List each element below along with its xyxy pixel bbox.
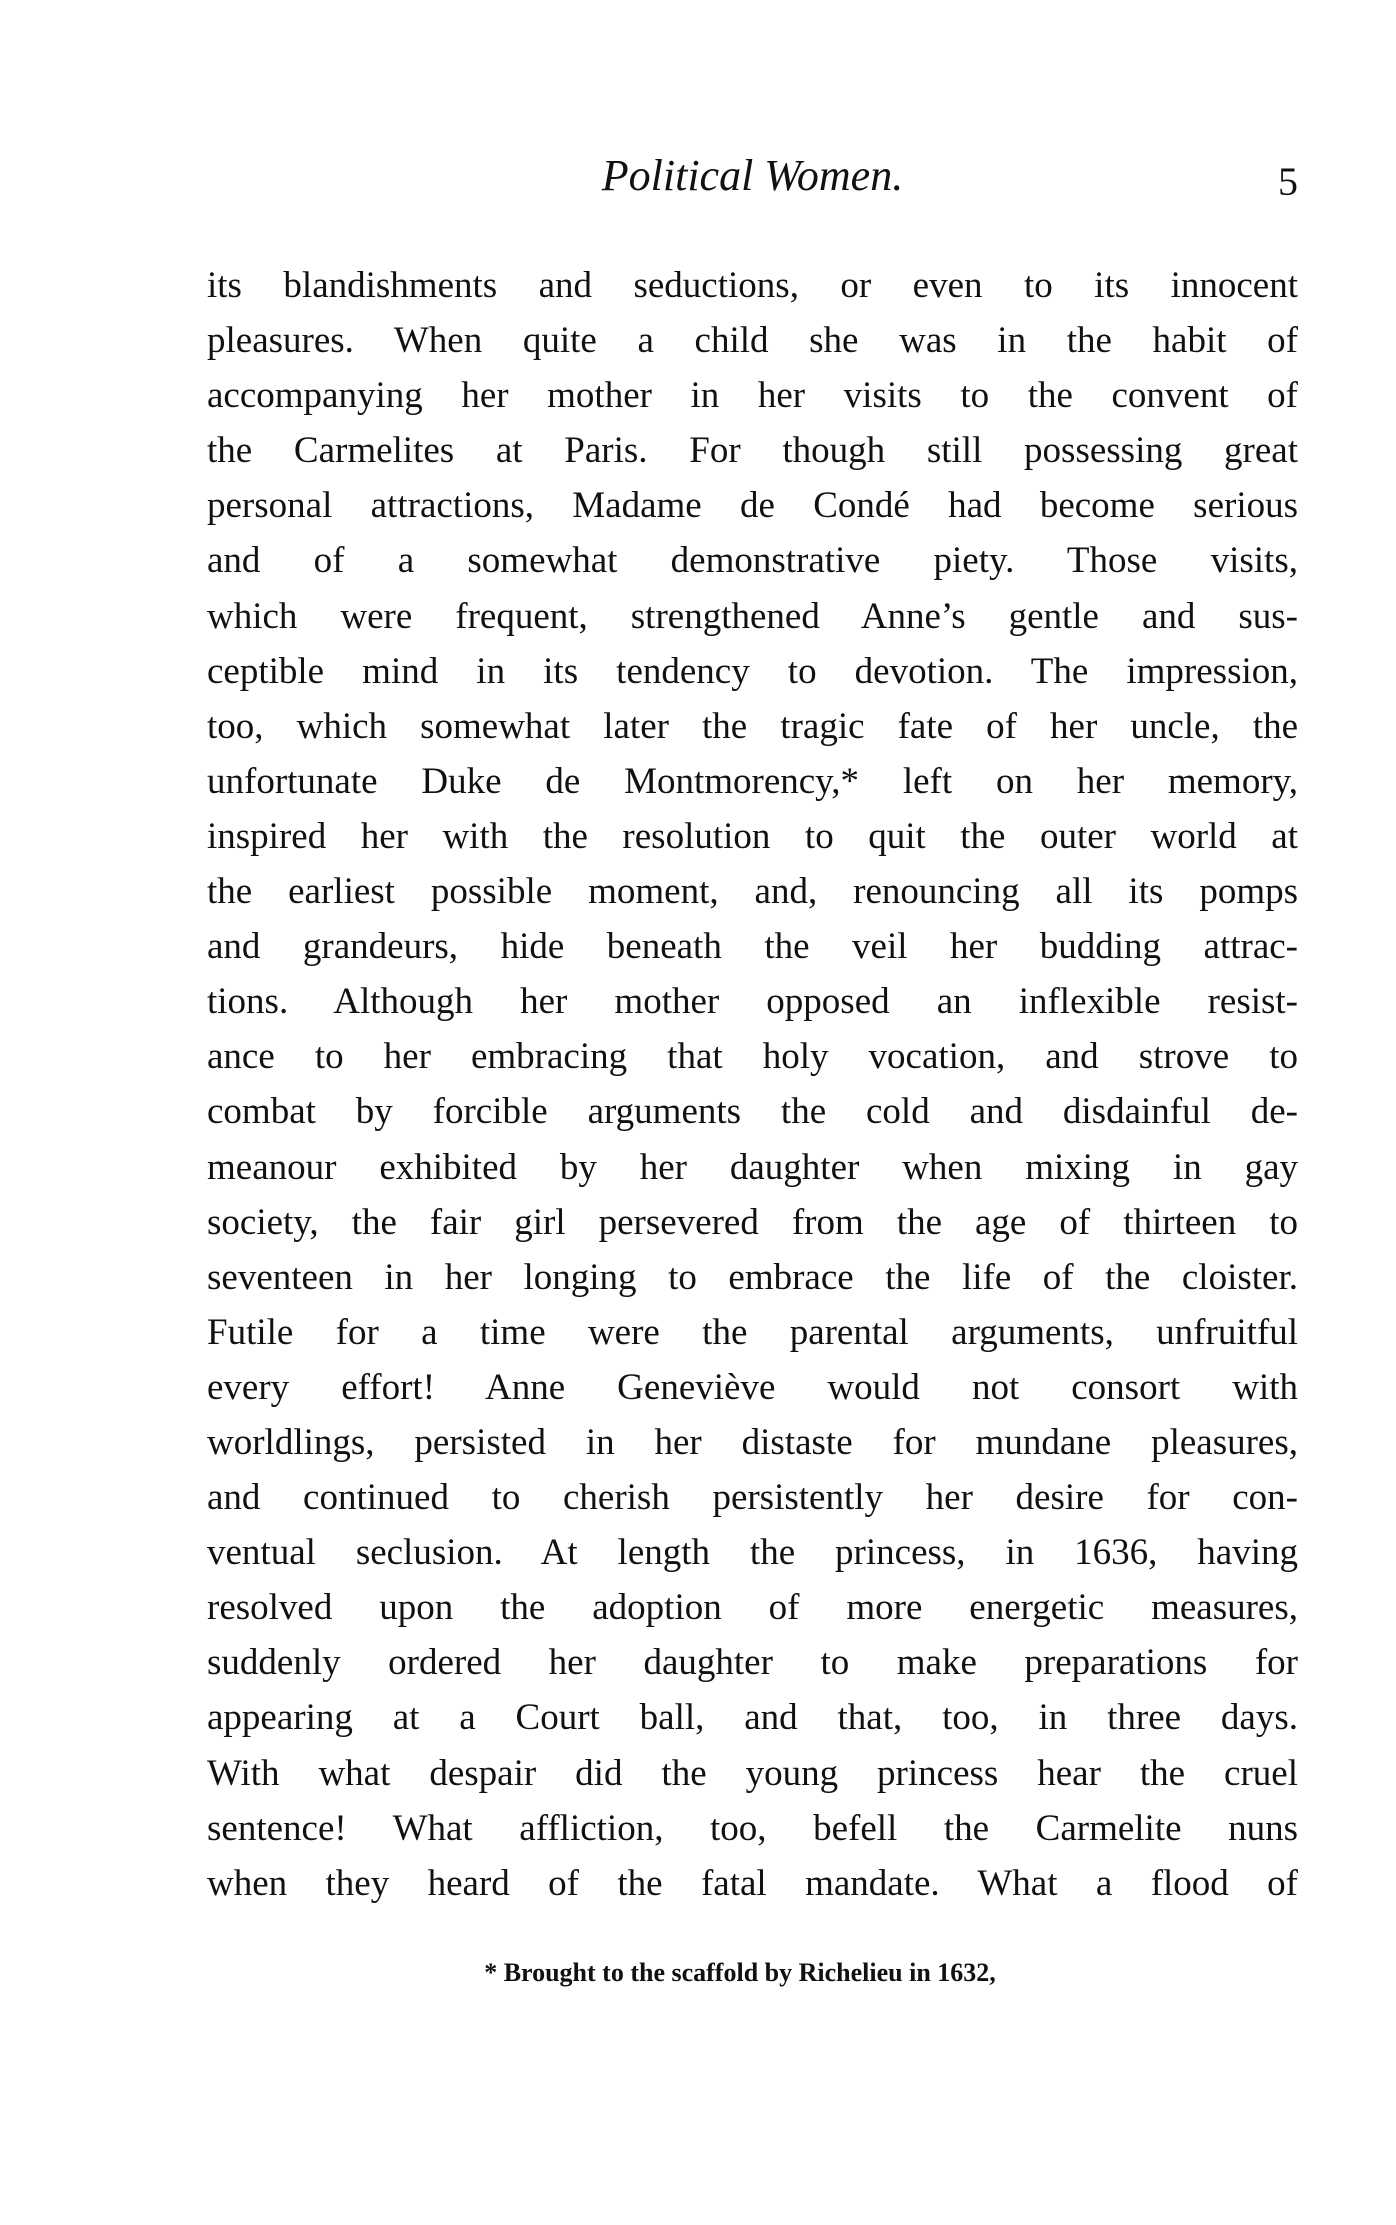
text-line: ventual seclusion. At length the princess, in 1636, having xyxy=(207,1532,1298,1574)
text-line: unfortunate Duke de Montmorency,* left on her memory, xyxy=(207,760,1298,802)
text-line: and of a somewhat demonstrative piety. Those visits, xyxy=(207,540,1298,582)
text-line: every effort! Anne Geneviève would not consort with xyxy=(207,1366,1298,1408)
text-line: too, which somewhat later the tragic fate of her uncle, the xyxy=(207,705,1298,747)
text-line: and grandeurs, hide beneath the veil her budding attrac- xyxy=(207,926,1298,968)
text-line: suddenly ordered her daughter to make preparations for xyxy=(207,1642,1298,1684)
text-line: combat by forcible arguments the cold and disdainful de- xyxy=(207,1091,1298,1133)
text-line: pleasures. When quite a child she was in the habit of xyxy=(207,320,1298,362)
text-line: and continued to cherish persistently her desire for con- xyxy=(207,1477,1298,1519)
footnote: * Brought to the scaffold by Richelieu in 1632, xyxy=(484,1958,996,1987)
text-line: sentence! What affliction, too, befell the Carmelite nuns xyxy=(207,1807,1298,1849)
text-line: society, the fair girl persevered from the age of thirteen to xyxy=(207,1201,1298,1243)
text-line: worldlings, persisted in her distaste for mundane pleasures, xyxy=(207,1421,1298,1463)
text-line: meanour exhibited by her daughter when mixing in gay xyxy=(207,1146,1298,1188)
text-line: its blandishments and seductions, or even to its innocent xyxy=(207,265,1298,306)
text-line: With what despair did the young princess hear the cruel xyxy=(207,1752,1298,1794)
text-line: inspired her with the resolution to quit the outer world at xyxy=(207,815,1298,857)
text-line: resolved upon the adoption of more energetic measures, xyxy=(207,1587,1298,1629)
page-header xyxy=(207,150,1298,210)
text-line: personal attractions, Madame de Condé had become serious xyxy=(207,485,1298,527)
body-text xyxy=(207,258,1298,1911)
text-line: seventeen in her longing to embrace the life of the cloister. xyxy=(207,1256,1298,1298)
text-line: ceptible mind in its tendency to devotion. The impression, xyxy=(207,650,1298,692)
text-line: which were frequent, strengthened Anne’s gentle and sus- xyxy=(207,595,1298,637)
text-line: appearing at a Court ball, and that, too, in three days. xyxy=(207,1697,1298,1739)
text-line: the earliest possible moment, and, renouncing all its pomps xyxy=(207,871,1298,913)
text-line: Futile for a time were the parental arguments, unfruitful xyxy=(207,1311,1298,1353)
text-line: the Carmelites at Paris. For though still possessing great xyxy=(207,430,1298,472)
page-number: 5 xyxy=(1278,159,1298,204)
text-line: when they heard of the fatal mandate. What a flood of xyxy=(207,1862,1298,1904)
running-title: Political Women. xyxy=(601,151,904,200)
text-line: tions. Although her mother opposed an inflexible resist- xyxy=(207,981,1298,1023)
text-line: ance to her embracing that holy vocation, and strove to xyxy=(207,1036,1298,1078)
text-line: accompanying her mother in her visits to the convent of xyxy=(207,375,1298,417)
